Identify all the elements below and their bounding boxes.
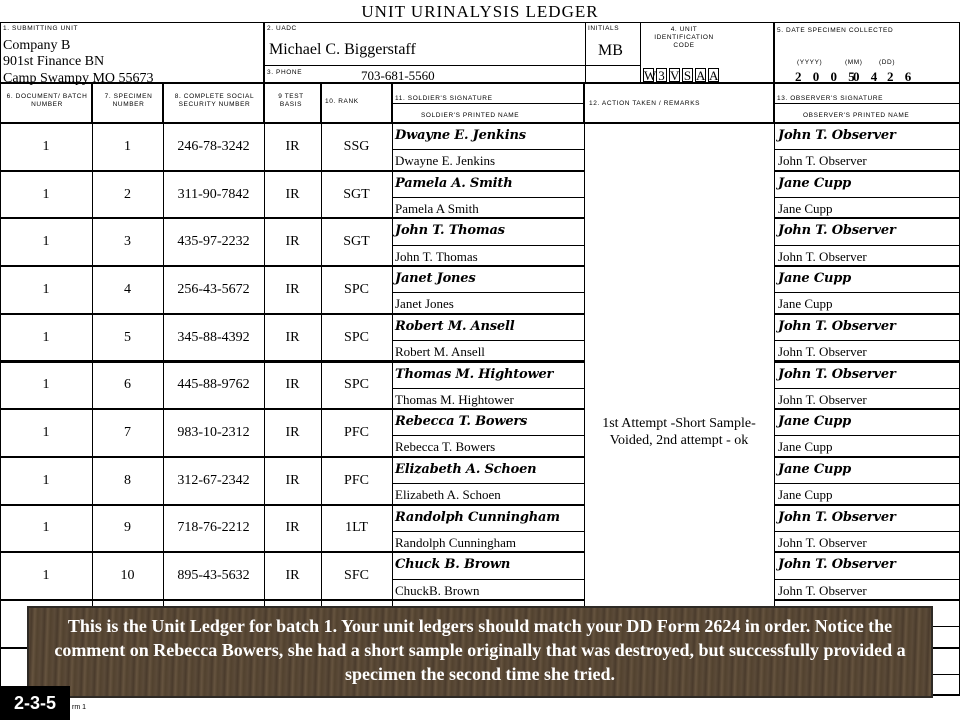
soldier-head-divider bbox=[392, 103, 584, 104]
observer-printed-name: Jane Cupp bbox=[778, 200, 833, 216]
initials-label: INITIALS bbox=[588, 25, 620, 32]
table-row bbox=[0, 457, 960, 505]
col-head-basis bbox=[264, 83, 321, 123]
col-head-basis-label: 9 TEST BASIS bbox=[278, 93, 304, 108]
observer-divider bbox=[774, 579, 960, 580]
soldier-printed-name: Thomas M. Hightower bbox=[395, 391, 514, 407]
soldier-divider bbox=[392, 388, 585, 389]
soldier-signature: John T. Thomas bbox=[395, 223, 505, 239]
soldier-printed-name: Janet Jones bbox=[395, 296, 454, 312]
cell-ssn-value: 983-10-2312 bbox=[177, 425, 250, 441]
cell-ssn-value: 246-78-3242 bbox=[177, 138, 250, 154]
initials-lower-box bbox=[585, 65, 641, 83]
cell-rank-value: SPC bbox=[344, 377, 369, 393]
caption-box bbox=[27, 606, 933, 698]
uic-char-1: W bbox=[644, 68, 657, 83]
cell-basis-value: IR bbox=[285, 138, 300, 154]
observer-printed-name: John T. Observer bbox=[778, 153, 867, 169]
soldier-signature: Robert M. Ansell bbox=[395, 318, 515, 334]
soldier-signature: Janet Jones bbox=[395, 271, 476, 287]
observer-printed-name: John T. Observer bbox=[778, 582, 867, 598]
observer-signature: Jane Cupp bbox=[778, 271, 852, 287]
table-row bbox=[0, 218, 960, 266]
cell-basis-value: IR bbox=[285, 520, 300, 536]
table-row bbox=[0, 314, 960, 362]
date-day-sublabel: (DD) bbox=[879, 59, 896, 66]
col-head-observer-sig-label: 13. OBSERVER'S SIGNATURE bbox=[777, 95, 884, 102]
col-head-ssn bbox=[163, 83, 264, 123]
observer-divider bbox=[774, 388, 960, 389]
observer-divider bbox=[774, 531, 960, 532]
col-head-soldier-sig-label: 11. SOLDIER'S SIGNATURE bbox=[395, 95, 493, 102]
soldier-signature: Pamela A. Smith bbox=[395, 175, 513, 191]
slide-number-badge: 2-3-5 bbox=[0, 686, 70, 720]
phone-box bbox=[264, 65, 586, 83]
observer-signature: Jane Cupp bbox=[778, 175, 852, 191]
submitting-unit-line-2: 901st Finance BN bbox=[3, 54, 105, 69]
cell-basis-value: IR bbox=[285, 568, 300, 584]
phone-value: 703-681-5560 bbox=[361, 68, 435, 83]
cell-rank-value: PFC bbox=[344, 425, 369, 441]
cell-batch-value: 1 bbox=[42, 234, 50, 250]
soldier-divider bbox=[392, 197, 585, 198]
observer-signature: John T. Observer bbox=[778, 128, 896, 143]
uic-char-4: S bbox=[683, 68, 692, 83]
observer-printed-name: John T. Observer bbox=[778, 534, 867, 550]
cell-rank-value: SGT bbox=[343, 234, 370, 250]
cell-ssn-value: 718-76-2212 bbox=[177, 520, 250, 536]
remark-line-2: Voided, 2nd attempt - ok bbox=[609, 433, 749, 449]
col-head-batch-label: 6. DOCUMENT/ BATCH NUMBER bbox=[6, 93, 88, 108]
cell-batch-value: 1 bbox=[42, 520, 50, 536]
table-row bbox=[0, 123, 960, 171]
soldier-printed-name: Elizabeth A. Schoen bbox=[395, 487, 501, 503]
cell-specimen-value: 4 bbox=[124, 281, 131, 297]
cell-basis-value: IR bbox=[285, 425, 300, 441]
soldier-divider bbox=[392, 579, 585, 580]
uic-char-5: A bbox=[696, 68, 706, 83]
cell-ssn-value: 311-90-7842 bbox=[177, 186, 250, 202]
date-year-value: 2 0 0 5 bbox=[795, 69, 859, 84]
observer-head-divider bbox=[774, 103, 960, 104]
submitting-unit-line-3: Camp Swampy MO 55673 bbox=[3, 71, 154, 86]
col-head-specimen-label: 7. SPECIMEN NUMBER bbox=[104, 93, 153, 108]
observer-signature: Jane Cupp bbox=[778, 414, 852, 430]
cell-specimen-value: 8 bbox=[124, 472, 131, 488]
table-row bbox=[0, 409, 960, 457]
date-year-sublabel: (YYYY) bbox=[797, 59, 823, 66]
table-row bbox=[0, 362, 960, 410]
table-row bbox=[0, 266, 960, 314]
observer-printed-name: John T. Observer bbox=[778, 344, 867, 360]
remark-text bbox=[584, 415, 774, 449]
col-head-observer-printed-label: OBSERVER'S PRINTED NAME bbox=[803, 112, 910, 119]
uadc-value: Michael C. Biggerstaff bbox=[269, 41, 416, 58]
soldier-printed-name: Randolph Cunningham bbox=[395, 534, 516, 550]
cell-basis-value: IR bbox=[285, 186, 300, 202]
observer-divider bbox=[774, 149, 960, 150]
uic-char-3: V bbox=[670, 68, 680, 83]
submitting-unit-line-1: Company B bbox=[3, 38, 71, 53]
soldier-divider bbox=[392, 245, 585, 246]
cell-ssn-value: 895-43-5632 bbox=[177, 568, 250, 584]
soldier-signature: Rebecca T. Bowers bbox=[395, 414, 528, 430]
observer-signature: Jane Cupp bbox=[778, 461, 852, 477]
observer-divider bbox=[774, 340, 960, 341]
submitting-unit-box bbox=[0, 22, 264, 86]
cell-batch-value: 1 bbox=[42, 138, 50, 154]
observer-printed-name: Jane Cupp bbox=[778, 296, 833, 312]
uic-char-6: A bbox=[709, 68, 719, 83]
cell-batch-value: 1 bbox=[42, 425, 50, 441]
cell-specimen-value: 9 bbox=[124, 520, 131, 536]
cell-batch-value: 1 bbox=[42, 568, 50, 584]
cell-ssn-value: 256-43-5672 bbox=[177, 281, 250, 297]
col-head-remarks-label: 12. ACTION TAKEN / REMARKS bbox=[589, 100, 701, 107]
observer-divider bbox=[774, 292, 960, 293]
observer-printed-name: John T. Observer bbox=[778, 391, 867, 407]
initials-box bbox=[585, 22, 641, 66]
observer-printed-name: John T. Observer bbox=[778, 248, 867, 264]
soldier-signature: Chuck B. Brown bbox=[395, 557, 511, 573]
unit-id-label: 4. UNIT IDENTIFICATION CODE bbox=[654, 26, 714, 49]
cell-ssn-value: 312-67-2342 bbox=[177, 472, 250, 488]
col-head-batch bbox=[0, 83, 92, 123]
col-head-remarks bbox=[584, 83, 774, 123]
cell-batch-value: 1 bbox=[42, 329, 50, 345]
form-footer-note: rm 1 bbox=[72, 704, 86, 711]
observer-signature: John T. Observer bbox=[778, 509, 896, 525]
col-head-soldier-printed-label: SOLDIER'S PRINTED NAME bbox=[421, 112, 520, 119]
uadc-label: 2. UADC bbox=[267, 25, 297, 32]
date-label: 5. DATE SPECIMEN COLLECTED bbox=[777, 27, 894, 34]
soldier-divider bbox=[392, 340, 585, 341]
soldier-divider bbox=[392, 483, 585, 484]
col-head-rank bbox=[321, 83, 392, 123]
cell-ssn-value: 435-97-2232 bbox=[177, 234, 250, 250]
form-title: UNIT URINALYSIS LEDGER bbox=[361, 2, 599, 21]
cell-basis-value: IR bbox=[285, 472, 300, 488]
observer-divider bbox=[774, 197, 960, 198]
soldier-divider bbox=[392, 292, 585, 293]
observer-signature: John T. Observer bbox=[778, 557, 896, 573]
cell-specimen-value: 6 bbox=[124, 377, 131, 393]
remark-line-1: 1st Attempt -Short Sample- bbox=[602, 416, 756, 432]
soldier-printed-name: ChuckB. Brown bbox=[395, 582, 480, 598]
cell-basis-value: IR bbox=[285, 329, 300, 345]
observer-signature: John T. Observer bbox=[778, 366, 896, 382]
soldier-signature: Dwayne E. Jenkins bbox=[395, 128, 526, 143]
soldier-signature: Elizabeth A. Schoen bbox=[395, 461, 537, 477]
soldier-signature: Thomas M. Hightower bbox=[395, 366, 554, 382]
cell-specimen-value: 7 bbox=[124, 425, 131, 441]
cell-batch-value: 1 bbox=[42, 281, 50, 297]
cell-specimen-value: 2 bbox=[124, 186, 131, 202]
observer-signature: John T. Observer bbox=[778, 223, 896, 239]
cell-basis-value: IR bbox=[285, 234, 300, 250]
observer-divider bbox=[774, 245, 960, 246]
cell-batch-value: 1 bbox=[42, 186, 50, 202]
cell-basis-value: IR bbox=[285, 377, 300, 393]
soldier-divider bbox=[392, 149, 585, 150]
cell-basis-value: IR bbox=[285, 281, 300, 297]
cell-rank-value: 1LT bbox=[345, 520, 368, 536]
cell-specimen-value: 1 bbox=[124, 138, 131, 154]
cell-rank-value: SGT bbox=[343, 186, 370, 202]
date-month-sublabel: (MM) bbox=[845, 59, 863, 66]
initials-value: MB bbox=[598, 42, 623, 59]
cell-specimen-value: 10 bbox=[120, 568, 135, 584]
cell-batch-value: 1 bbox=[42, 377, 50, 393]
soldier-printed-name: Rebecca T. Bowers bbox=[395, 439, 496, 455]
cell-rank-value: SSG bbox=[343, 138, 370, 154]
cell-specimen-value: 5 bbox=[124, 329, 131, 345]
observer-divider bbox=[774, 483, 960, 484]
date-day-value: 2 6 bbox=[887, 69, 916, 84]
soldier-printed-name: Pamela A Smith bbox=[395, 200, 479, 216]
cell-rank-value: PFC bbox=[344, 472, 369, 488]
uic-char-2: 3 bbox=[656, 68, 667, 82]
soldier-divider bbox=[392, 435, 585, 436]
col-head-ssn-label: 8. COMPLETE SOCIAL SECURITY NUMBER bbox=[174, 93, 255, 108]
cell-specimen-value: 3 bbox=[124, 234, 131, 250]
cell-rank-value: SPC bbox=[344, 329, 369, 345]
soldier-divider bbox=[392, 531, 585, 532]
observer-printed-name: Jane Cupp bbox=[778, 439, 833, 455]
table-row bbox=[0, 171, 960, 219]
submitting-unit-label: 1. SUBMITTING UNIT bbox=[3, 25, 79, 32]
col-head-rank-label: 10. RANK bbox=[325, 98, 359, 105]
soldier-printed-name: Robert M. Ansell bbox=[395, 344, 485, 360]
soldier-signature: Randolph Cunningham bbox=[395, 509, 560, 525]
table-row bbox=[0, 552, 960, 600]
cell-batch-value: 1 bbox=[42, 472, 50, 488]
uadc-box bbox=[264, 22, 586, 66]
observer-divider bbox=[774, 435, 960, 436]
observer-signature: John T. Observer bbox=[778, 318, 896, 334]
cell-ssn-value: 445-88-9762 bbox=[177, 377, 250, 393]
cell-rank-value: SPC bbox=[344, 281, 369, 297]
caption-text: This is the Unit Ledger for batch 1. Your unit ledgers should match your DD Form 2624 in order. Notice the comment on Rebecca Bowers, she had a short sample originally that was destroyed, but successfully provided a specimen the second time she tried. bbox=[54, 616, 906, 684]
observer-printed-name: Jane Cupp bbox=[778, 487, 833, 503]
cell-rank-value: SFC bbox=[344, 568, 369, 584]
soldier-printed-name: Dwayne E. Jenkins bbox=[395, 153, 496, 169]
soldier-printed-name: John T. Thomas bbox=[395, 248, 478, 264]
col-head-specimen bbox=[92, 83, 163, 123]
table-row bbox=[0, 505, 960, 553]
phone-label: 3. PHONE bbox=[267, 69, 303, 76]
date-month-value: 0 4 bbox=[853, 69, 882, 84]
cell-ssn-value: 345-88-4392 bbox=[177, 329, 250, 345]
